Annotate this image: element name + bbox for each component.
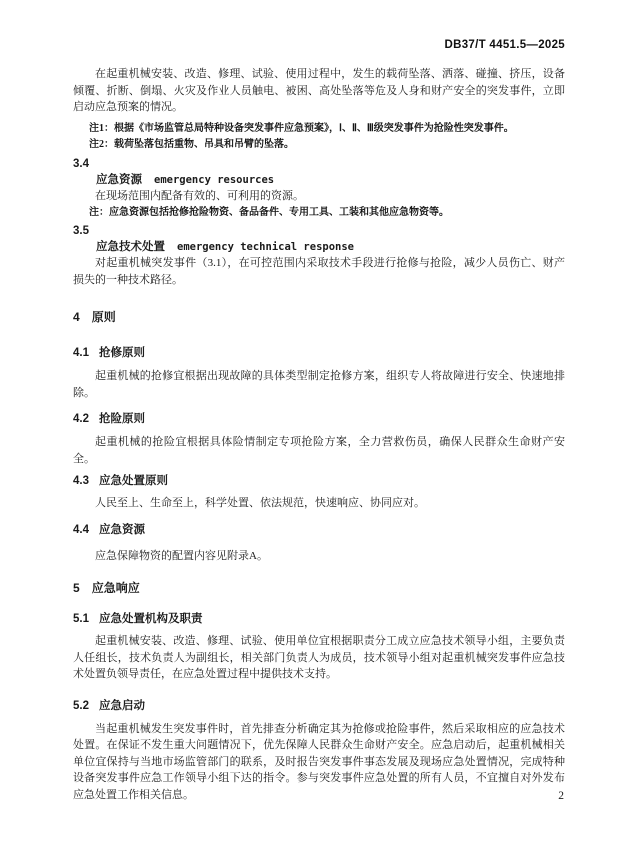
section-number: 5.1 — [73, 613, 89, 625]
section-5-2-paragraph: 当起重机械发生突发事件时，首先排查分析确定其为抢修或抢险事件，然后采取相应的应急技术处置。在保证不发生重大问题情况下，优先保障人民群众生命财产安全。应急启动后，起重机械相关单位宜保持与当地市场监管部门的联系，及时报告突发事件事态发展及现场应急处置情况，完成特种设备突发事件应急工作领导小组下达的指令。参与突发事件应急处置的所有人员，不宜擅自对外发布应急处置工作相关信息。 — [73, 722, 565, 801]
term-en: emergency technical response — [177, 240, 355, 253]
section-5-heading — [73, 580, 565, 597]
section-4-1-heading — [73, 345, 565, 362]
section-title: 原则 — [91, 310, 116, 324]
section-number: 4 — [73, 310, 80, 324]
section-title: 抢修原则 — [99, 347, 145, 359]
section-4-2-paragraph: 起重机械的抢险宜根据具体险情制定专项抢险方案，全力营救伤员，确保人民群众生命财产安全。 — [73, 436, 565, 465]
section-number: 4.1 — [73, 347, 89, 359]
section-4-3-paragraph: 人民至上、生命至上，科学处置、依法规范，快速响应、协同应对。 — [95, 497, 425, 509]
section-number: 4.3 — [73, 475, 89, 487]
section-4-heading — [73, 309, 565, 326]
clause-3-4-number: 3.4 — [73, 157, 89, 170]
section-title: 应急启动 — [99, 699, 145, 712]
page-content — [73, 38, 565, 803]
section-title: 抢险原则 — [99, 413, 145, 425]
document-code-header: DB37/T 4451.5—2025 — [444, 39, 565, 51]
intro-paragraph: 在起重机械安装、改造、修理、试验、使用过程中，发生的载荷坠落、洒落、碰撞、挤压，设备倾覆、折断、倒塌、火灾及作业人员触电、被困、高处坠落等危及人身和财产安全的突发事件，立即启动应急预案的情况。 — [73, 68, 565, 113]
section-5-2-heading — [73, 698, 565, 715]
section-number: 4.4 — [73, 523, 89, 536]
section-4-4-heading — [73, 522, 565, 539]
term-zh: 应急技术处置 — [96, 240, 165, 253]
intro-note-1: 注1：根据《市场监管总局特种设备突发事件应急预案》，Ⅰ、Ⅱ、Ⅲ级突发事件为抢险性突发事件。 — [89, 122, 514, 134]
clause-3-5-term — [73, 239, 565, 256]
section-4-3-heading — [73, 473, 565, 490]
section-number: 5.2 — [73, 699, 89, 712]
section-title: 应急资源 — [99, 523, 145, 536]
section-4-4-paragraph: 应急保障物资的配置内容见附录A。 — [95, 549, 268, 562]
section-title: 应急响应 — [91, 581, 140, 595]
section-4-1-paragraph: 起重机械的抢修宜根据出现故障的具体类型制定抢修方案，组织专人将故障进行安全、快速地排除。 — [73, 370, 565, 399]
section-title: 应急处置原则 — [99, 475, 168, 487]
section-5-1-paragraph: 起重机械安装、改造、修理、试验、使用单位宜根据职责分工成立应急技术领导小组，主要负责人任组长，技术负责人为副组长，相关部门负责人为成员，技术领导小组对起重机械突发事件应急技术处置负领导责任，在应急处置过程中提供技术支持。 — [73, 635, 565, 680]
section-5-1-heading — [73, 611, 565, 628]
clause-3-5-number: 3.5 — [73, 224, 89, 237]
section-number: 5 — [73, 581, 80, 595]
section-title: 应急处置机构及职责 — [99, 613, 203, 625]
clause-3-4-definition: 在现场范围内配备有效的、可利用的资源。 — [95, 190, 304, 202]
intro-note-2: 注2：载荷坠落包括重物、吊具和吊臂的坠落。 — [89, 138, 294, 150]
section-number: 4.2 — [73, 413, 89, 425]
term-zh: 应急资源 — [96, 173, 142, 186]
section-4-2-heading — [73, 411, 565, 428]
page-number: 2 — [558, 790, 564, 802]
clause-3-5-definition: 对起重机械突发事件（3.1），在可控范围内采取技术手段进行抢修与抢险，减少人员伤亡、财产损失的一种技术路径。 — [73, 257, 565, 286]
clause-3-4-term — [73, 172, 565, 189]
clause-3-4-note: 注：应急资源包括抢修抢险物资、备品备件、专用工具、工装和其他应急物资等。 — [89, 206, 449, 218]
term-en: emergency resources — [154, 173, 275, 186]
